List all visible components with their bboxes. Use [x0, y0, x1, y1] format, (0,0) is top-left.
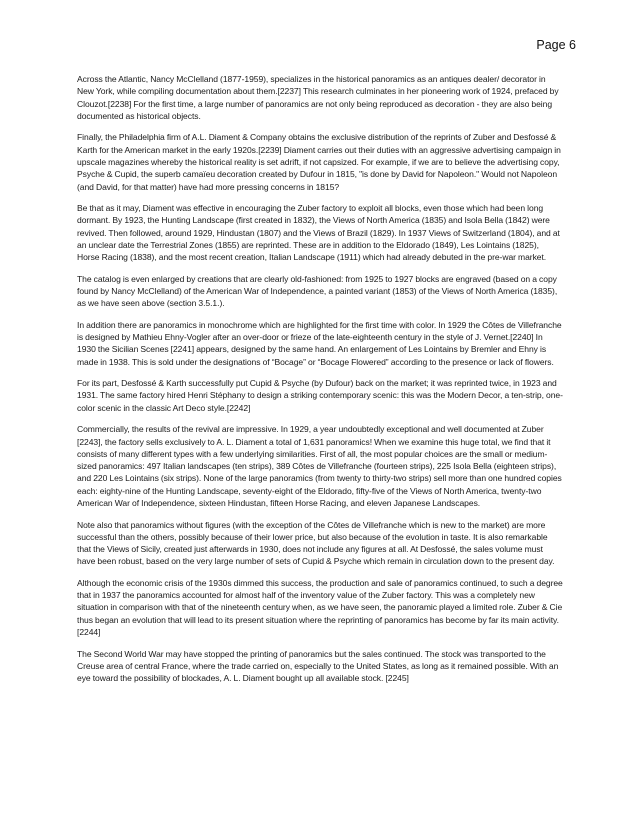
paragraph-second-world-war: The Second World War may have stopped the printing of panoramics but the sales continued. The stock was transported to the Creuse area of central France, where the trade carried on, especially to the United States, as long as it remained possible. With an eye toward the possibility of blockades, A. L. Diament bought up all available stock. [2245]	[77, 648, 559, 684]
paragraph-economic-crisis: Although the economic crisis of the 1930s dimmed this success, the production and sale of panoramics continued, to such a degree that in 1937 the panoramics accounted for almost half of the inventory value of the Zuber factory. This was a completely new situation in comparison with that of the nineteenth century when, as we have seen, the panoramic played a limited role. Zuber & Cie thus began an evolution that will lead to its present situation where the reprinting of panoramics has become by far its main activity.[2244]	[77, 577, 563, 638]
document-body	[77, 73, 563, 694]
paragraph-zuber-blocks: Be that as it may, Diament was effective in encouraging the Zuber factory to exploit all blocks, even those which had been long dormant. By 1923, the Hunting Landscape (first created in 1832), the Views of North America (1835) and Isola Bella (1842) were revived. Then followed, around 1929, Hindustan (1807) and the Views of Brazil (1829). In 1937 Views of Switzerland (1804), and at an unclear date the Terrestrial Zones (1855) are reprinted. These are in addition to the Eldorado (1849), Les Lointains (1825), Horse Racing (1838), and the most recent creation, Italian Landscape (1911) which had already debuted in the pre-war market.	[77, 203, 560, 263]
paragraph-catalog-enlarged: The catalog is even enlarged by creations that are clearly old-fashioned: from 1925 to 1927 blocks are engraved (based on a copy found by Nancy McClelland) of the American War of Independence, a painted variant (1853) of the Views of North America (1835), as we have seen above (section 3.5.1.).	[77, 273, 558, 309]
page-number: Page 6	[536, 38, 576, 52]
paragraph-diament-distribution: Finally, the Philadelphia firm of A.L. Diament & Company obtains the exclusive distribution of the reprints of Zuber and Desfossé & Karth for the American market in the early 1920s.[2239] Diament carries out their duties with an aggressive advertising campaign in upscale magazines whereby the historical reality is set adrift, if not capsized. For example, if we are to believe the advertising copy, Psyche & Cupid, the superb camaïeu decoration created by Dufour in 1815, "is done by David for Napoleon." Would not Napoleon (and David, for that matter) have had more pressing concerns in 1815?	[77, 132, 561, 192]
paragraph-commercial-results: Commercially, the results of the revival are impressive. In 1929, a year undoubtedly exceptional and well documented at Zuber [2243], the factory sells exclusively to A. L. Diament a total of 1,631 panoramics! When we examine this huge total, we find that it consists of many different types with a few underlying similarities. First of all, the most popular choices are the small or medium-sized panoramics: 497 Italian landscapes (ten strips), 389 Côtes de Villefranche (fourteen strips), 225 Isola Bella (eighteen strips), and 220 Les Lointains (six strips). None of the large panoramics (from twenty to thirty-two strips) sell more than one hundred copies each: eighty-nine of the Hunting Landscape, seventy-eight of the Eldorado, fifty-five of the Views of North America, twenty-two American War of Independence, sixteen Hindustan, fifteen Horse Racing, and eleven Japanese Landscapes.	[77, 424, 562, 509]
paragraph-mcclelland: Across the Atlantic, Nancy McClelland (1877-1959), specializes in the historical panoramics as an antiques dealer/ decorator in New York, while compiling documentation about them.[2237] This research culminates in her pioneering work of 1924, prefaced by Clouzot.[2238] For the first time, a large number of panoramics are not only being reproduced as decoration - they are also being documented as historical objects.	[77, 74, 559, 121]
paragraph-without-figures: Note also that panoramics without figures (with the exception of the Côtes de Villefranche which is new to the market) are more successful than the others, possibly because of their lower price, but also because of the evolution in taste. It is also remarkable that the Views of Sicily, created just afterwards in 1930, does not include any figures at all. At Desfossé, the sales volume must have been robust, based on the very large number of sets of Cupid & Psyche which remain in circulation down to the present day.	[77, 519, 555, 567]
paragraph-monochrome-color: In addition there are panoramics in monochrome which are highlighted for the first time with color. In 1929 the Côtes de Villefranche is designed by Mathieu Ehny-Vogler after an over-door or frieze of the late-eighteenth century in the style of J. Vernet.[2240] In 1930 the Sicilian Scenes [2241] appears, designed by the same hand. An enlargement of Les Lointains by Bremler and Ehny is made in 1938. This is sold under the designations of “Bocage” or “Bocage Flowered” according to the presence or lack of flowers.	[77, 319, 562, 367]
paragraph-desfosse-karth: For its part, Desfossé & Karth successfully put Cupid & Psyche (by Dufour) back on the market; it was reprinted twice, in 1923 and 1931. The same factory hired Henri Stéphany to design a striking contemporary scenic: this was the Modern Decor, a ten-strip, one-color scenic in the classic Art Deco style.[2242]	[77, 378, 563, 413]
